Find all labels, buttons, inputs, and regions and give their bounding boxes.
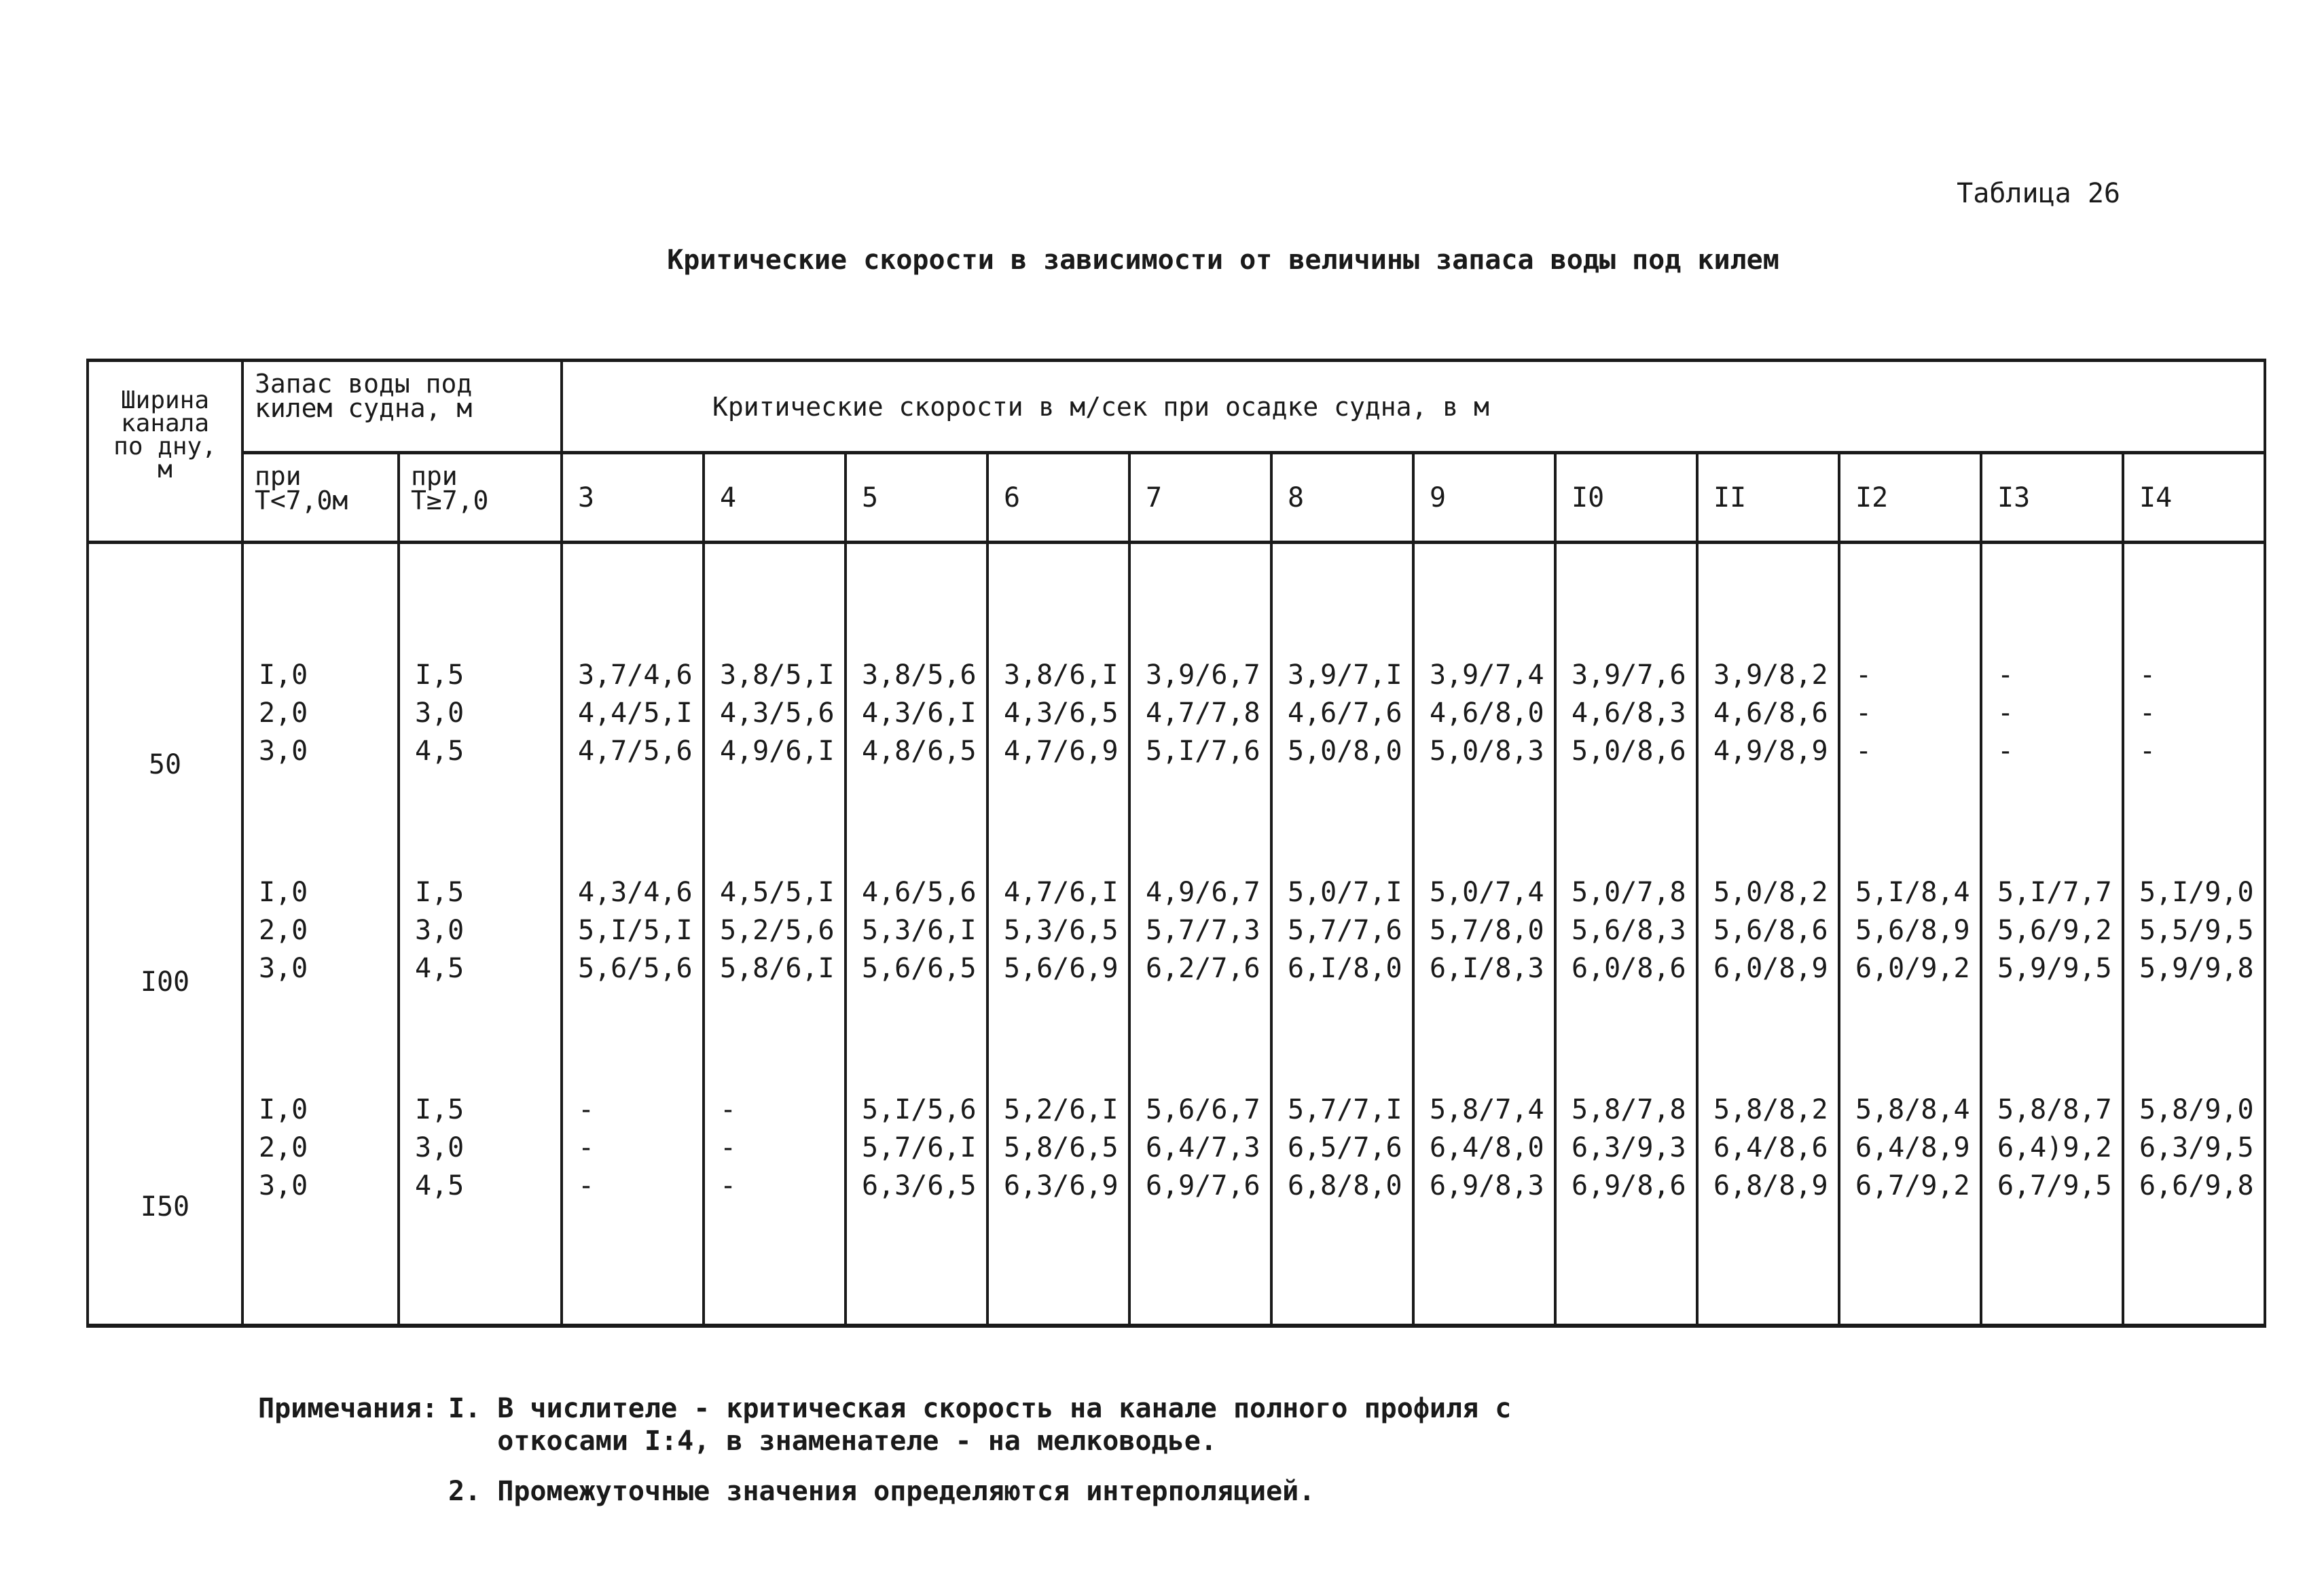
header-reserve-draft-lt7-label: при T<7,0м xyxy=(255,461,348,515)
notes-label: Примечания: xyxy=(258,1393,438,1424)
header-reserve-draft-lt7 xyxy=(242,453,399,543)
table-row xyxy=(88,656,2265,873)
speed-cell: 5,I/7,7 5,6/9,2 5,9/9,5 xyxy=(1981,873,2123,1091)
note-2: 2. Промежуточные значения определяются интерполяцией. xyxy=(448,1476,1315,1507)
table-row xyxy=(88,1091,2265,1326)
reserve-cell-ge7: I,5 3,0 4,5 xyxy=(399,656,562,873)
header-draft-10: I0 xyxy=(1555,453,1697,543)
speed-cell: - - - xyxy=(562,1091,704,1326)
table-row xyxy=(88,543,2265,657)
header-draft-12: I2 xyxy=(1839,453,1981,543)
speed-cell: 3,7/4,6 4,4/5,I 4,7/5,6 xyxy=(562,656,704,873)
speed-cell: 3,8/5,6 4,3/6,I 4,8/6,5 xyxy=(846,656,987,873)
speed-cell: 3,8/5,I 4,3/5,6 4,9/6,I xyxy=(704,656,846,873)
speed-cell: - - - xyxy=(1839,656,1981,873)
header-draft-8: 8 xyxy=(1271,453,1413,543)
speed-cell: 5,I/9,0 5,5/9,5 5,9/9,8 xyxy=(2123,873,2265,1091)
header-draft-3: 3 xyxy=(562,453,704,543)
speed-cell: 5,0/8,2 5,6/8,6 6,0/8,9 xyxy=(1697,873,1839,1091)
speed-cell: 5,0/7,8 5,6/8,3 6,0/8,6 xyxy=(1555,873,1697,1091)
reserve-cell-lt7: I,0 2,0 3,0 xyxy=(242,1091,399,1326)
speed-cell: 5,0/7,I 5,7/7,6 6,I/8,0 xyxy=(1271,873,1413,1091)
header-draft-7: 7 xyxy=(1129,453,1271,543)
speed-cell: 3,8/6,I 4,3/6,5 4,7/6,9 xyxy=(987,656,1129,873)
speed-cell: 4,9/6,7 5,7/7,3 6,2/7,6 xyxy=(1129,873,1271,1091)
header-draft-11: II xyxy=(1697,453,1839,543)
table-title: Критические скорости в зависимости от величины запаса воды под килем xyxy=(667,244,1779,276)
speed-cell: 5,8/7,4 6,4/8,0 6,9/8,3 xyxy=(1413,1091,1555,1326)
speed-cell: 4,6/5,6 5,3/6,I 5,6/6,5 xyxy=(846,873,987,1091)
speed-cell: 5,8/8,7 6,4)9,2 6,7/9,5 xyxy=(1981,1091,2123,1326)
header-draft-4: 4 xyxy=(704,453,846,543)
header-draft-13: I3 xyxy=(1981,453,2123,543)
reserve-cell-lt7: I,0 2,0 3,0 xyxy=(242,873,399,1091)
note-1: I. В числителе - критическая скорость на канале полного профиля с откосами I:4, в знаменателе - на мелководье. xyxy=(448,1393,1512,1457)
critical-speed-table xyxy=(86,359,2266,1328)
table-row xyxy=(88,873,2265,1091)
width-cell: I00 xyxy=(88,873,242,1091)
header-draft-6: 6 xyxy=(987,453,1129,543)
width-cell: I50 xyxy=(88,1091,242,1326)
speed-cell: 3,9/8,2 4,6/8,6 4,9/8,9 xyxy=(1697,656,1839,873)
speed-cell: 5,7/7,I 6,5/7,6 6,8/8,0 xyxy=(1271,1091,1413,1326)
reserve-cell-ge7: I,5 3,0 4,5 xyxy=(399,873,562,1091)
speed-cell: 5,0/7,4 5,7/8,0 6,I/8,3 xyxy=(1413,873,1555,1091)
header-reserve-draft-ge7-label: при T≥7,0 xyxy=(411,461,489,515)
header-channel-width-label: Ширина канала по дну, м xyxy=(113,386,217,484)
speed-cell: 5,8/9,0 6,3/9,5 6,6/9,8 xyxy=(2123,1091,2265,1326)
header-critical-speeds xyxy=(562,361,2265,453)
header-draft-9: 9 xyxy=(1413,453,1555,543)
speed-cell: 5,I/8,4 5,6/8,9 6,0/9,2 xyxy=(1839,873,1981,1091)
header-channel-width xyxy=(88,361,242,543)
reserve-cell-lt7: I,0 2,0 3,0 xyxy=(242,656,399,873)
speed-cell: - - - xyxy=(2123,656,2265,873)
speed-cell: - - - xyxy=(704,1091,846,1326)
speed-cell: 4,3/4,6 5,I/5,I 5,6/5,6 xyxy=(562,873,704,1091)
speed-cell: 5,6/6,7 6,4/7,3 6,9/7,6 xyxy=(1129,1091,1271,1326)
speed-cell: 4,7/6,I 5,3/6,5 5,6/6,9 xyxy=(987,873,1129,1091)
header-draft-14: I4 xyxy=(2123,453,2265,543)
header-critical-speeds-label: Критические скорости в м/сек при осадке судна, в м xyxy=(712,391,1489,422)
header-water-reserve xyxy=(242,361,562,453)
speed-cell: 5,8/7,8 6,3/9,3 6,9/8,6 xyxy=(1555,1091,1697,1326)
notes-block xyxy=(258,1392,1511,1508)
speed-cell: 3,9/7,I 4,6/7,6 5,0/8,0 xyxy=(1271,656,1413,873)
width-cell: 50 xyxy=(88,656,242,873)
header-reserve-draft-ge7 xyxy=(399,453,562,543)
speed-cell: - - - xyxy=(1981,656,2123,873)
speed-cell: 5,I/5,6 5,7/6,I 6,3/6,5 xyxy=(846,1091,987,1326)
speed-cell: 4,5/5,I 5,2/5,6 5,8/6,I xyxy=(704,873,846,1091)
speed-cell: 5,8/8,2 6,4/8,6 6,8/8,9 xyxy=(1697,1091,1839,1326)
header-draft-5: 5 xyxy=(846,453,987,543)
speed-cell: 5,8/8,4 6,4/8,9 6,7/9,2 xyxy=(1839,1091,1981,1326)
speed-cell: 3,9/6,7 4,7/7,8 5,I/7,6 xyxy=(1129,656,1271,873)
speed-cell: 3,9/7,6 4,6/8,3 5,0/8,6 xyxy=(1555,656,1697,873)
header-water-reserve-label: Запас воды под килем судна, м xyxy=(255,369,473,423)
reserve-cell-ge7: I,5 3,0 4,5 xyxy=(399,1091,562,1326)
speed-cell: 5,2/6,I 5,8/6,5 6,3/6,9 xyxy=(987,1091,1129,1326)
table-number: Таблица 26 xyxy=(1957,178,2120,209)
speed-cell: 3,9/7,4 4,6/8,0 5,0/8,3 xyxy=(1413,656,1555,873)
